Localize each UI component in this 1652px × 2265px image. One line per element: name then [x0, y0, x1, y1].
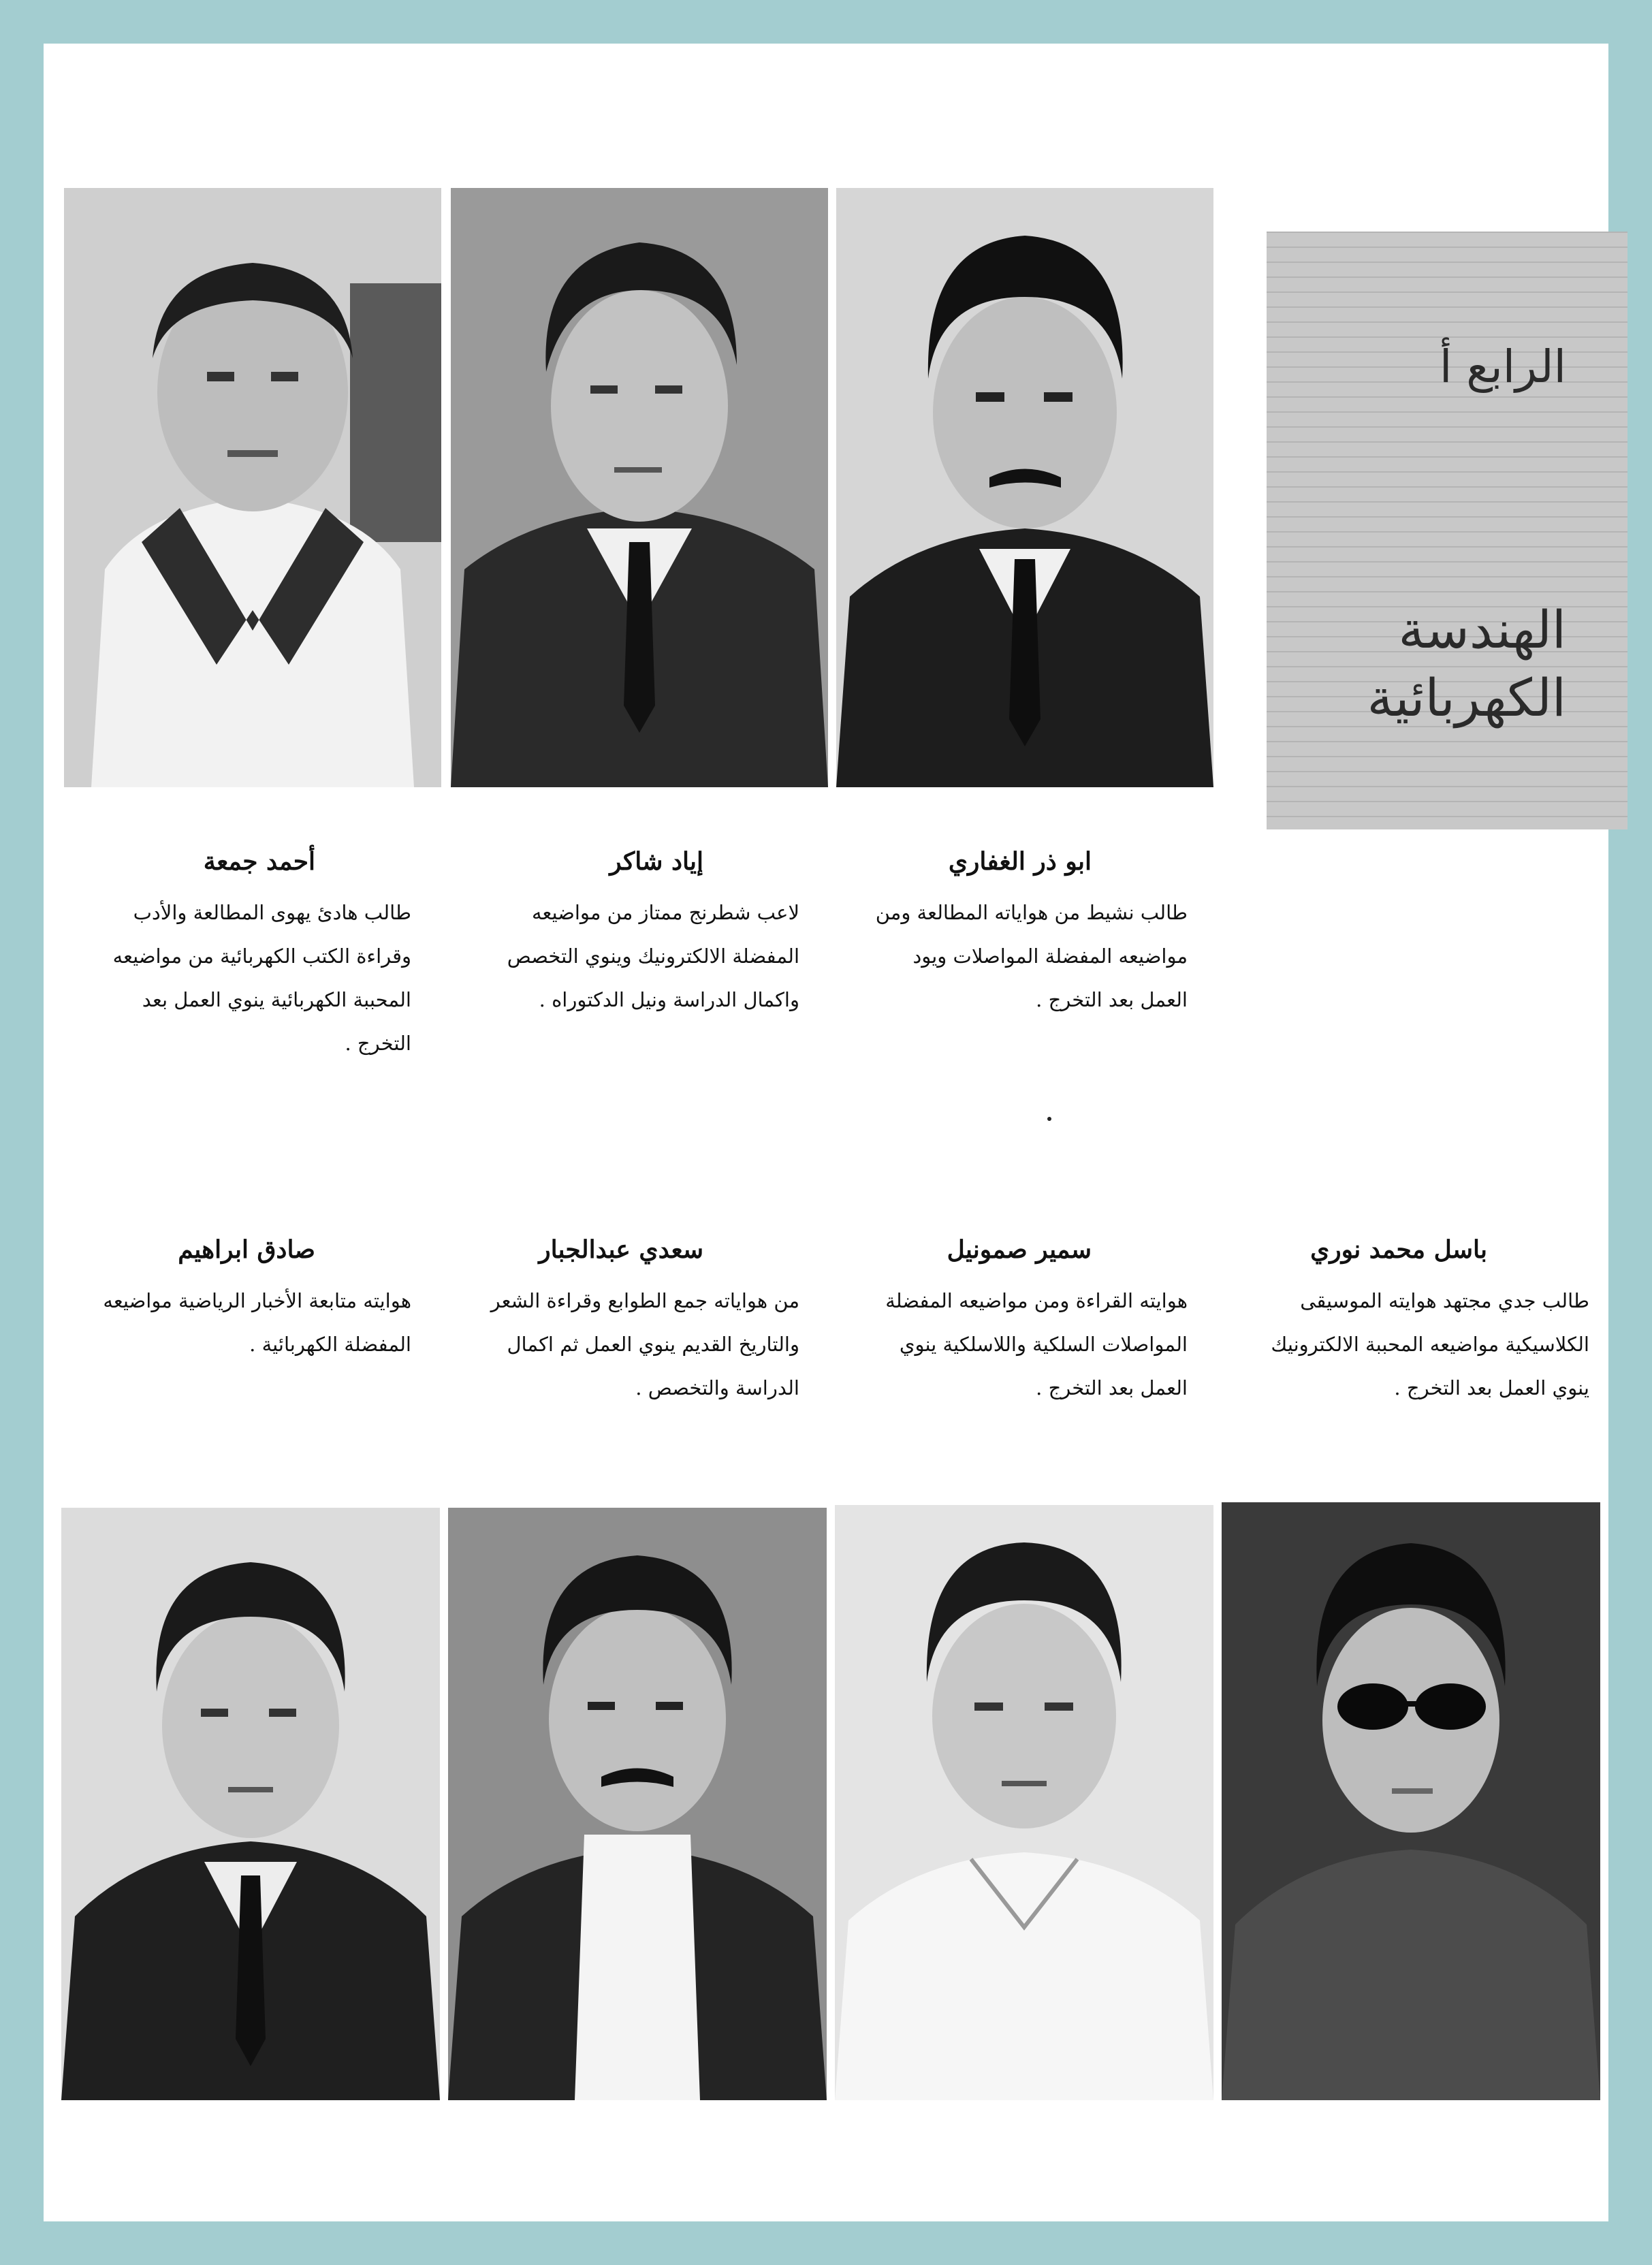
portrait-photo-samir — [835, 1505, 1213, 2100]
student-description: من هواياته جمع الطوابع وقراءة الشعر والتاريخ القديم ينوي العمل ثم اكمال الدراسة والتخصص . — [490, 1289, 799, 1399]
portrait-photo-abu-dhar — [836, 188, 1213, 787]
student-name: باسل محمد نوري — [1310, 1235, 1487, 1264]
caption-sadiq — [91, 1235, 411, 1366]
class-title-panel — [1267, 232, 1627, 829]
caption-iyad — [479, 847, 799, 1021]
portrait-photo-iyad — [451, 188, 828, 787]
portrait-photo-sadiq — [61, 1508, 440, 2100]
department-title-line2: الكهربائية — [1367, 667, 1566, 728]
yearbook-page — [44, 44, 1608, 2221]
student-name: إياد شاكر — [609, 847, 703, 876]
caption-saadi — [479, 1235, 799, 1410]
student-description: هوايته متابعة الأخبار الرياضية مواضيعه المفضلة الكهربائية . — [103, 1289, 411, 1356]
student-name: ابو ذر الغفاري — [948, 847, 1092, 876]
department-title-line1: الهندسة — [1398, 599, 1566, 660]
caption-basil — [1249, 1235, 1589, 1410]
class-section-label: الرابع أ — [1439, 340, 1566, 393]
portrait-photo-ahmed — [64, 188, 441, 787]
student-name: صادق ابراهيم — [178, 1235, 315, 1264]
student-description: طالب نشيط من هواياته المطالعة ومن مواضيعه المفضلة المواصلات ويود العمل بعد التخرج . — [875, 901, 1188, 1011]
student-name: سمير صمونيل — [947, 1235, 1092, 1264]
student-name: أحمد جمعة — [203, 847, 315, 876]
student-description: لاعب شطرنج ممتاز من مواضيعه المفضلة الالكترونيك وينوي التخصص واكمال الدراسة ونيل الدكتوراه . — [507, 901, 799, 1011]
student-description: هوايته القراءة ومن مواضيعه المفضلة المواصلات السلكية واللاسلكية ينوي العمل بعد التخرج . — [885, 1289, 1188, 1399]
student-name: سعدي عبدالجبار — [539, 1235, 703, 1264]
caption-samir — [868, 1235, 1188, 1410]
print-mark — [1047, 1117, 1051, 1121]
portrait-photo-saadi — [448, 1508, 827, 2100]
student-description: طالب جدي مجتهد هوايته الموسيقى الكلاسيكية مواضيعه المحببة الالكترونيك ينوي العمل بعد التخرج . — [1271, 1289, 1589, 1399]
caption-abu-dhar — [868, 847, 1188, 1021]
caption-ahmed — [91, 847, 411, 1065]
student-description: طالب هادئ يهوى المطالعة والأدب وقراءة الكتب الكهربائية من مواضيعه المحببة الكهربائية ينوي العمل بعد التخرج . — [112, 901, 411, 1055]
portrait-photo-basil — [1222, 1502, 1600, 2100]
